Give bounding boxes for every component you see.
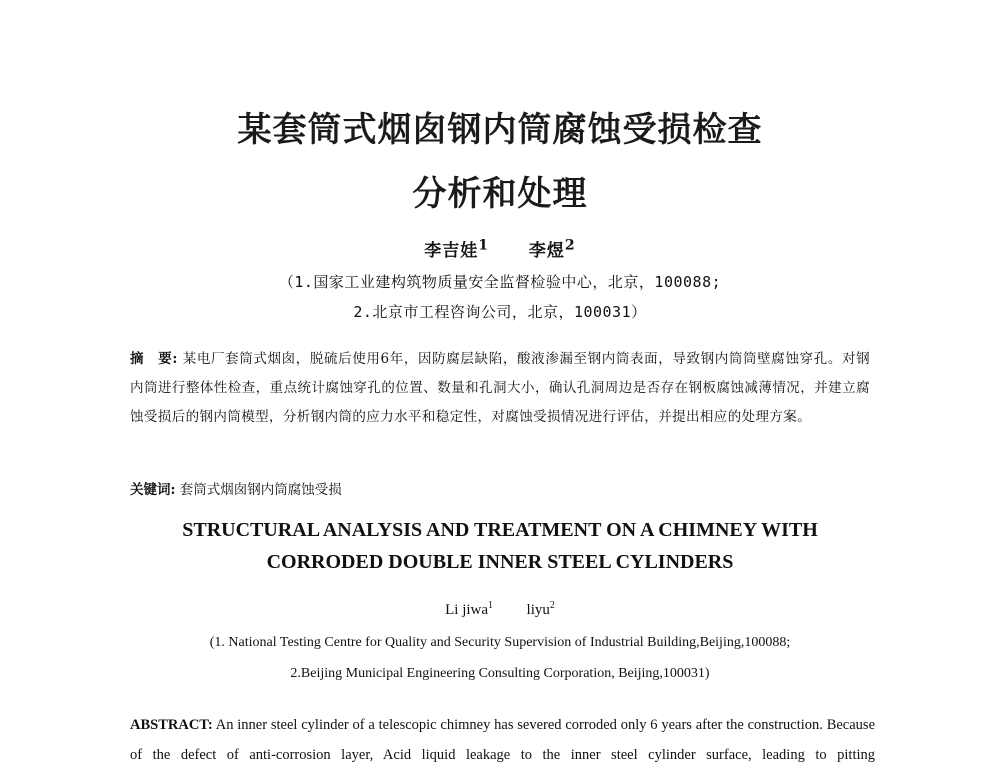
- english-abstract: [130, 710, 875, 770]
- english-authors: [0, 600, 1000, 619]
- author-2-affiliation-mark: 2: [564, 237, 576, 254]
- chinese-keywords: [130, 478, 342, 498]
- chinese-authors: [0, 236, 1000, 261]
- author-2-name: 李煜: [528, 241, 565, 261]
- chinese-abstract-text: 某电厂套筒式烟囱，脱硫后使用6年，因防腐层缺陷，酸液渗漏至钢内筒表面，导致钢内筒筒壁腐蚀穿孔。对钢内筒进行整体性检查，重点统计腐蚀穿孔的位置、数量和孔洞大小，确认孔洞周边是否存在钢板腐蚀减薄情况，并建立腐蚀受损后的钢内筒模型，分析钢内筒的应力水平和稳定性，对腐蚀受损情况进行评估，并提出相应的处理方案。: [130, 351, 870, 425]
- chinese-title-line-1: 某套筒式烟囱钢内筒腐蚀受损检查: [237, 110, 763, 150]
- english-affiliation-1: (1. National Testing Centre for Quality and Security Supervision of Industrial Building,Beijing,100088;: [209, 635, 791, 650]
- english-abstract-label: ABSTRACT:: [130, 717, 213, 733]
- author-1-name: 李吉娃: [424, 241, 479, 261]
- chinese-title-line-2: 分析和处理: [412, 174, 588, 214]
- english-title-line-2: CORRODED DOUBLE INNER STEEL CYLINDERS: [266, 551, 734, 573]
- english-author-2-name: liyu: [526, 602, 550, 618]
- english-abstract-text: An inner steel cylinder of a telescopic chimney has severed corroded only 6 years after the construction. Because of the defect of anti-corrosion layer, Acid liquid leakage to the inner steel cylinder surface, leading to pitting: [130, 717, 876, 763]
- chinese-keywords-label: 关键词:: [130, 482, 176, 498]
- chinese-affiliation-2: 2.北京市工程咨询公司，北京，100031）: [353, 303, 647, 321]
- author-1-affiliation-mark: 1: [478, 237, 490, 254]
- english-author-2-affiliation-mark: 2: [549, 600, 555, 611]
- chinese-abstract-label: 摘 要:: [130, 351, 178, 367]
- chinese-abstract: [130, 345, 870, 432]
- english-title-line-1: STRUCTURAL ANALYSIS AND TREATMENT ON A CHIMNEY WITH: [182, 519, 818, 541]
- chinese-affiliation-1: （1.国家工业建构筑物质量安全监督检验中心，北京，100088;: [278, 273, 722, 291]
- english-author-1-name: Li jiwa: [445, 602, 489, 618]
- chinese-keywords-text: 套筒式烟囱钢内筒腐蚀受损: [179, 482, 342, 498]
- english-affiliation-2: 2.Beijing Municipal Engineering Consulting Corporation, Beijing,100031): [290, 666, 710, 681]
- english-author-1-affiliation-mark: 1: [488, 600, 494, 611]
